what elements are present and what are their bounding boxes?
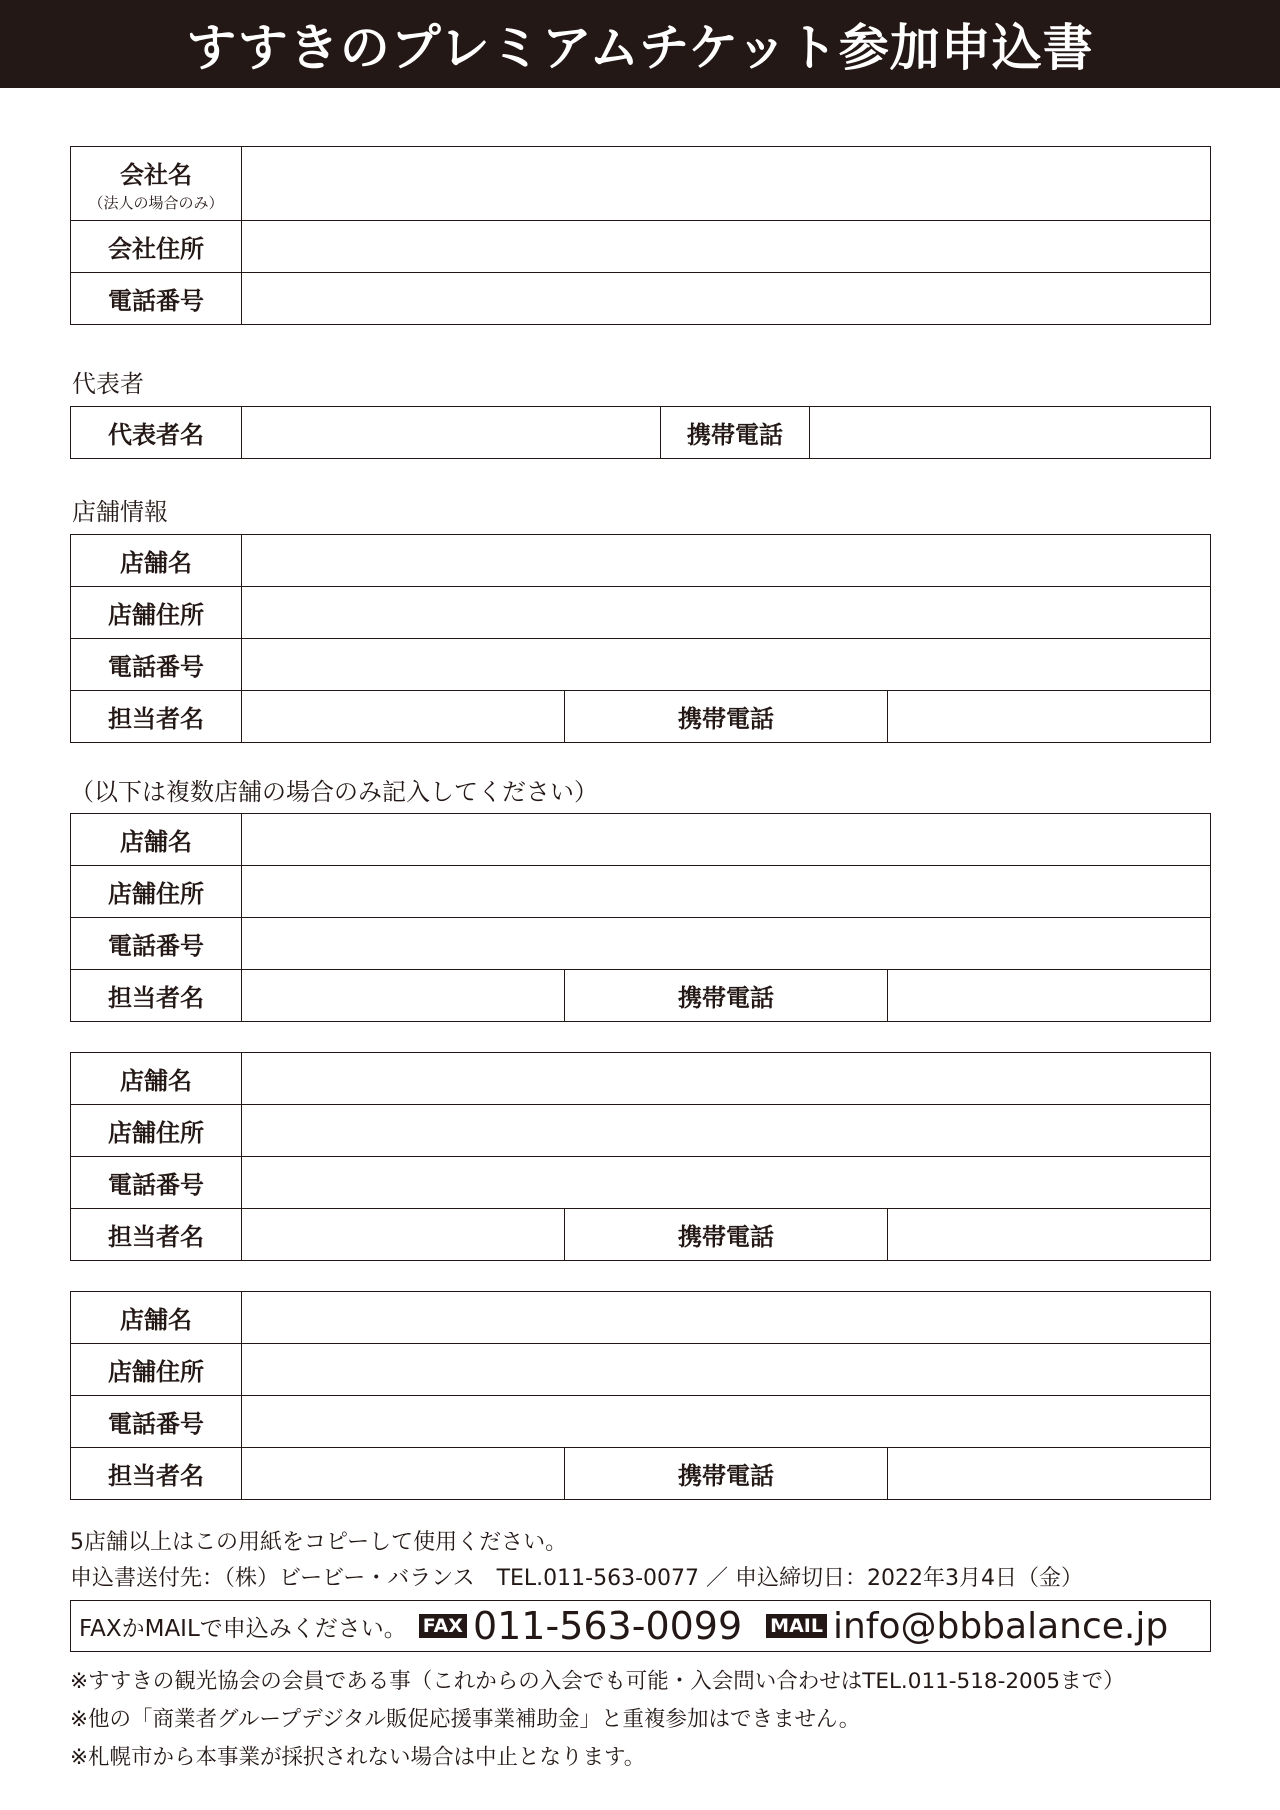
store-contact-field[interactable] [242, 1209, 565, 1261]
store-phone-label: 電話番号 [71, 1157, 242, 1209]
store-address-field[interactable] [242, 866, 1211, 918]
store-name-field[interactable] [242, 1053, 1211, 1105]
store-address-field[interactable] [242, 1105, 1211, 1157]
company-phone-label: 電話番号 [71, 273, 242, 325]
store-name-label: 店舗名 [71, 1292, 242, 1344]
store-contact-field[interactable] [242, 1448, 565, 1500]
store-mobile-label: 携帯電話 [565, 1209, 888, 1261]
store-address-field[interactable] [242, 587, 1211, 639]
store-name-label: 店舗名 [71, 1053, 242, 1105]
footnote: ※札幌市から本事業が採択されない場合は中止となります。 [70, 1745, 646, 1770]
store-phone-label: 電話番号 [71, 639, 242, 691]
store-table-2 [70, 813, 1211, 1022]
store-address-field[interactable] [242, 1344, 1211, 1396]
multi-store-note: （以下は複数店舗の場合のみ記入してください） [70, 778, 598, 806]
mail-tag: MAIL [766, 1614, 827, 1638]
company-phone-field[interactable] [242, 273, 1211, 325]
representative-name-label: 代表者名 [71, 407, 242, 459]
company-name-label: 会社名 （法人の場合のみ） [71, 147, 242, 221]
company-table [70, 146, 1211, 325]
send-to-note: 申込書送付先：（株）ビービー・バランス TEL.011-563-0077 ／ 申込締切日：2022年3月4日（金） [70, 1566, 1083, 1591]
store-contact-field[interactable] [242, 970, 565, 1022]
mail-address[interactable]: info@bbbalance.jp [832, 1605, 1169, 1647]
store-name-field[interactable] [242, 1292, 1211, 1344]
store-contact-label: 担当者名 [71, 691, 242, 743]
store-phone-field[interactable] [242, 1396, 1211, 1448]
store-address-label: 店舗住所 [71, 866, 242, 918]
store-name-field[interactable] [242, 814, 1211, 866]
store-phone-label: 電話番号 [71, 1396, 242, 1448]
representative-section-label: 代表者 [72, 370, 144, 398]
store-name-label: 店舗名 [71, 535, 242, 587]
company-address-label: 会社住所 [71, 221, 242, 273]
contact-box [70, 1600, 1211, 1652]
store-mobile-label: 携帯電話 [565, 1448, 888, 1500]
company-address-field[interactable] [242, 221, 1211, 273]
store-mobile-field[interactable] [888, 1209, 1211, 1261]
store-phone-label: 電話番号 [71, 918, 242, 970]
store-phone-field[interactable] [242, 639, 1211, 691]
store-address-label: 店舗住所 [71, 1344, 242, 1396]
store-address-label: 店舗住所 [71, 1105, 242, 1157]
store-info-section-label: 店舗情報 [72, 498, 168, 526]
store-mobile-field[interactable] [888, 691, 1211, 743]
fax-number: 011-563-0099 [472, 1604, 743, 1648]
footnote: ※すすきの観光協会の会員である事（これからの入会でも可能・入会問い合わせはTEL.011-518-2005まで） [70, 1669, 1125, 1694]
representative-table [70, 406, 1211, 459]
store-table-1 [70, 534, 1211, 743]
store-contact-field[interactable] [242, 691, 565, 743]
store-mobile-label: 携帯電話 [565, 691, 888, 743]
store-contact-label: 担当者名 [71, 1448, 242, 1500]
store-phone-field[interactable] [242, 1157, 1211, 1209]
store-mobile-label: 携帯電話 [565, 970, 888, 1022]
company-name-field[interactable] [242, 147, 1211, 221]
representative-mobile-label: 携帯電話 [661, 407, 810, 459]
store-name-label: 店舗名 [71, 814, 242, 866]
store-phone-field[interactable] [242, 918, 1211, 970]
store-contact-label: 担当者名 [71, 970, 242, 1022]
store-mobile-field[interactable] [888, 1448, 1211, 1500]
contact-prefix: FAXかMAILで申込みください。 [79, 1615, 407, 1642]
store-name-field[interactable] [242, 535, 1211, 587]
footnote: ※他の「商業者グループデジタル販促応援事業補助金」と重複参加はできません。 [70, 1707, 861, 1732]
store-mobile-field[interactable] [888, 970, 1211, 1022]
store-table-4 [70, 1291, 1211, 1500]
representative-mobile-field[interactable] [810, 407, 1211, 459]
fax-tag: FAX [419, 1614, 467, 1638]
store-contact-label: 担当者名 [71, 1209, 242, 1261]
store-table-3 [70, 1052, 1211, 1261]
store-address-label: 店舗住所 [71, 587, 242, 639]
representative-name-field[interactable] [242, 407, 661, 459]
copy-note: 5店舗以上はこの用紙をコピーして使用ください。 [70, 1530, 568, 1555]
page-title: すすきのプレミアムチケット参加申込書 [0, 0, 1280, 88]
company-name-sub-label: （法人の場合のみ） [88, 193, 224, 212]
